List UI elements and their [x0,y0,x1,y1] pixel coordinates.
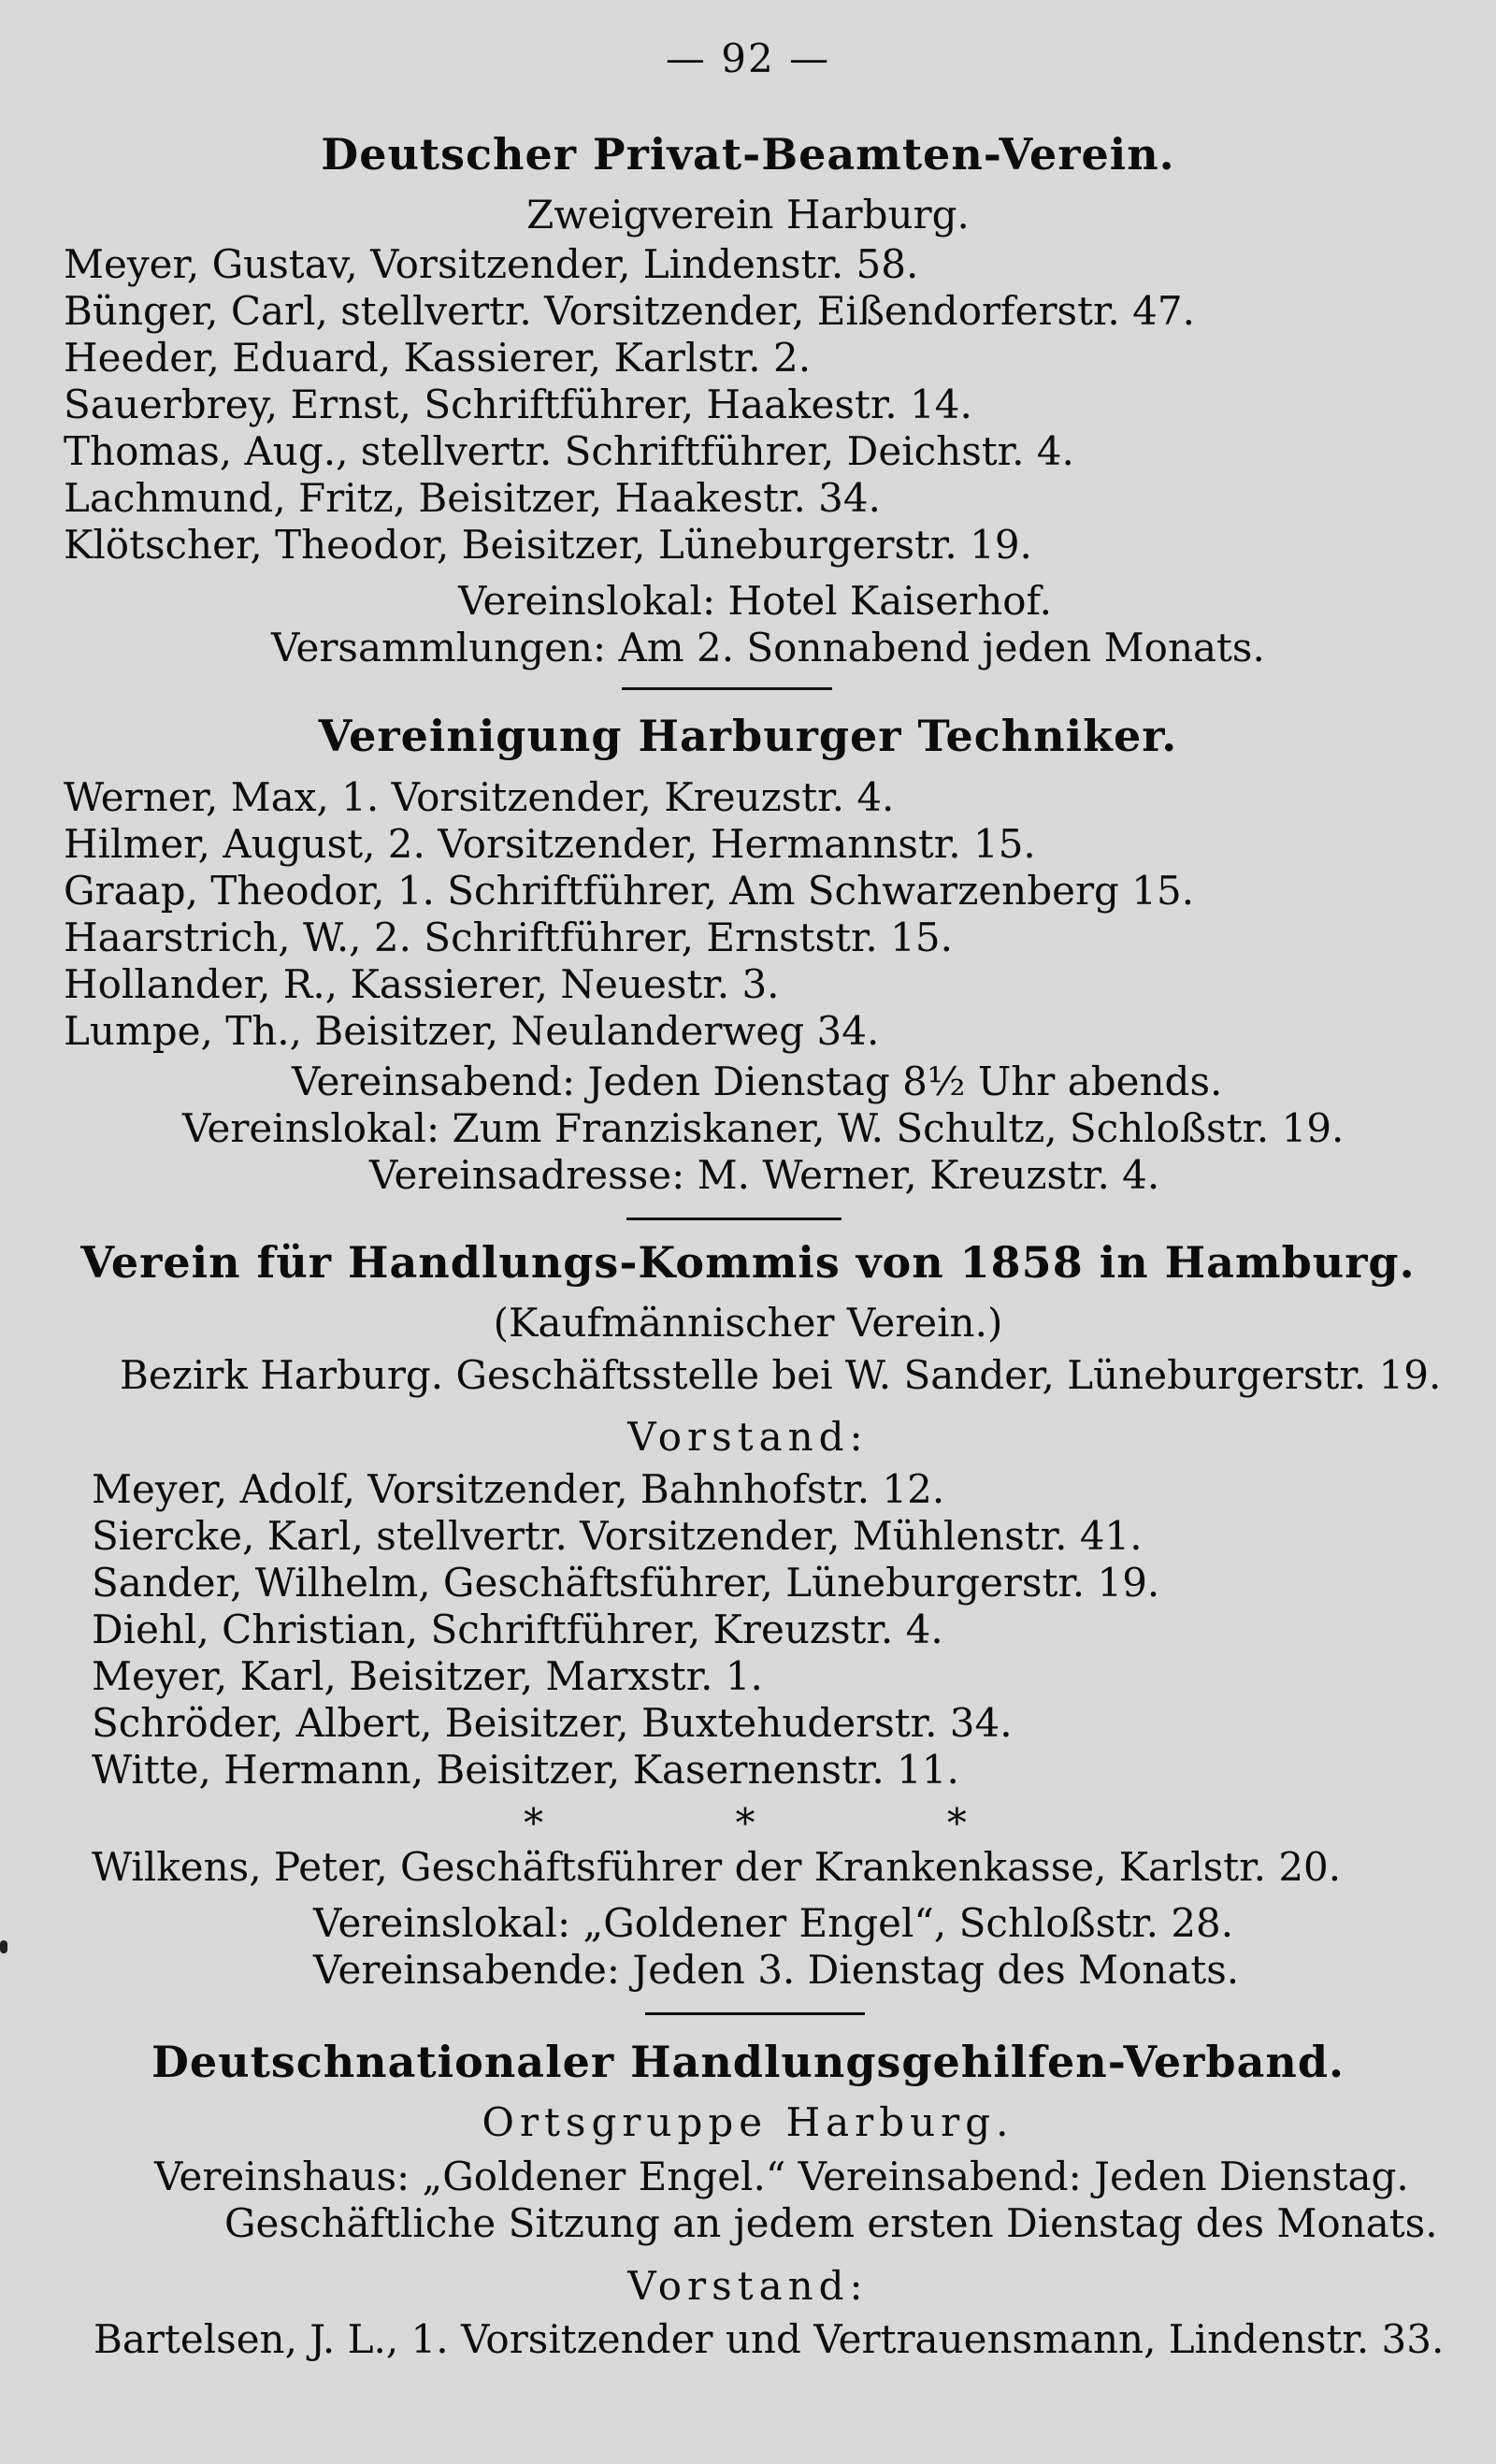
section-divider [622,687,832,690]
member-entry: Sauerbrey, Ernst, Schriftführer, Haakestr. 14. [64,382,972,427]
section-note: Vereinslokal: Hotel Kaiserhof. [458,578,1052,624]
section-note: Geschäftliche Sitzung an jedem ersten Dienstag des Monats. [224,2200,1438,2246]
section-note: Vereinsadresse: M. Werner, Kreuzstr. 4. [369,1152,1160,1198]
section-title: Verein für Handlungs-Kommis von 1858 in Hamburg. [80,1237,1416,1288]
section-note: Versammlungen: Am 2. Sonnabend jeden Monats. [271,625,1265,670]
section-note: Vereinshaus: „Goldener Engel.“ Vereinsabend: Jeden Dienstag. [154,2154,1409,2199]
member-entry: Thomas, Aug., stellvertr. Schriftführer, Deichstr. 4. [64,428,1074,474]
member-entry: Klötscher, Theodor, Beisitzer, Lüneburgerstr. 19. [64,522,1032,568]
member-entry: Bünger, Carl, stellvertr. Vorsitzender, Eißendorferstr. 47. [64,288,1195,334]
section-subtitle: (Kaufmännischer Verein.) [493,1300,1003,1346]
member-entry: Bartelsen, J. L., 1. Vorsitzender und Vertrauensmann, Lindenstr. 33. [94,2316,1445,2362]
section-divider [645,2012,865,2015]
section-subtitle: Ortsgruppe Harburg. [482,2099,1014,2145]
extra-entry: Wilkens, Peter, Geschäftsführer der Krankenkasse, Karlstr. 20. [92,1844,1342,1890]
member-entry: Meyer, Karl, Beisitzer, Marxstr. 1. [92,1653,763,1699]
member-entry: Hilmer, August, 2. Vorsitzender, Hermannstr. 15. [64,821,1036,867]
member-entry: Meyer, Gustav, Vorsitzender, Lindenstr. 58. [64,241,919,287]
margin-mark [0,1940,7,1953]
board-heading: Vorstand: [627,2263,869,2309]
section-note: Vereinslokal: „Goldener Engel“, Schloßstr. 28. [313,1900,1234,1946]
member-entry: Haarstrich, W., 2. Schriftführer, Ernststr. 15. [64,915,953,960]
section-title: Deutscher Privat-Beamten-Verein. [321,129,1175,180]
section-note: Vereinslokal: Zum Franziskaner, W. Schultz, Schloßstr. 19. [182,1105,1345,1151]
section-title: Deutschnationaler Handlungsgehilfen-Verband. [151,2037,1345,2087]
section-title: Vereinigung Harburger Techniker. [318,711,1178,761]
member-entry: Diehl, Christian, Schriftführer, Kreuzstr. 4. [92,1607,943,1652]
member-entry: Schröder, Albert, Beisitzer, Buxtehuderstr. 34. [92,1700,1013,1746]
member-entry: Graap, Theodor, 1. Schriftführer, Am Schwarzenberg 15. [64,868,1195,914]
member-entry: Witte, Hermann, Beisitzer, Kasernenstr. 11. [92,1747,959,1793]
board-heading: Vorstand: [627,1414,869,1460]
member-entry: Siercke, Karl, stellvertr. Vorsitzender, Mühlenstr. 41. [92,1513,1143,1559]
page-number: — 92 — [665,36,831,81]
section-note: Vereinsabend: Jeden Dienstag 8½ Uhr abends. [292,1059,1223,1104]
member-entry: Werner, Max, 1. Vorsitzender, Kreuzstr. 4. [64,774,895,820]
member-entry: Sander, Wilhelm, Geschäftsführer, Lüneburgerstr. 19. [92,1560,1160,1606]
member-entry: Lachmund, Fritz, Beisitzer, Haakestr. 34. [64,475,881,521]
section-note: Vereinsabende: Jeden 3. Dienstag des Monats. [313,1947,1240,1993]
office-line: Bezirk Harburg. Geschäftsstelle bei W. Sander, Lüneburgerstr. 19. [120,1352,1442,1398]
asterism: * * * [524,1800,972,1846]
section-subtitle: Zweigverein Harburg. [526,192,970,238]
member-entry: Heeder, Eduard, Kassierer, Karlstr. 2. [64,335,812,381]
member-entry: Lumpe, Th., Beisitzer, Neulanderweg 34. [64,1008,880,1054]
section-divider [626,1218,842,1220]
member-entry: Hollander, R., Kassierer, Neuestr. 3. [64,961,780,1007]
member-entry: Meyer, Adolf, Vorsitzender, Bahnhofstr. 12. [92,1466,945,1512]
